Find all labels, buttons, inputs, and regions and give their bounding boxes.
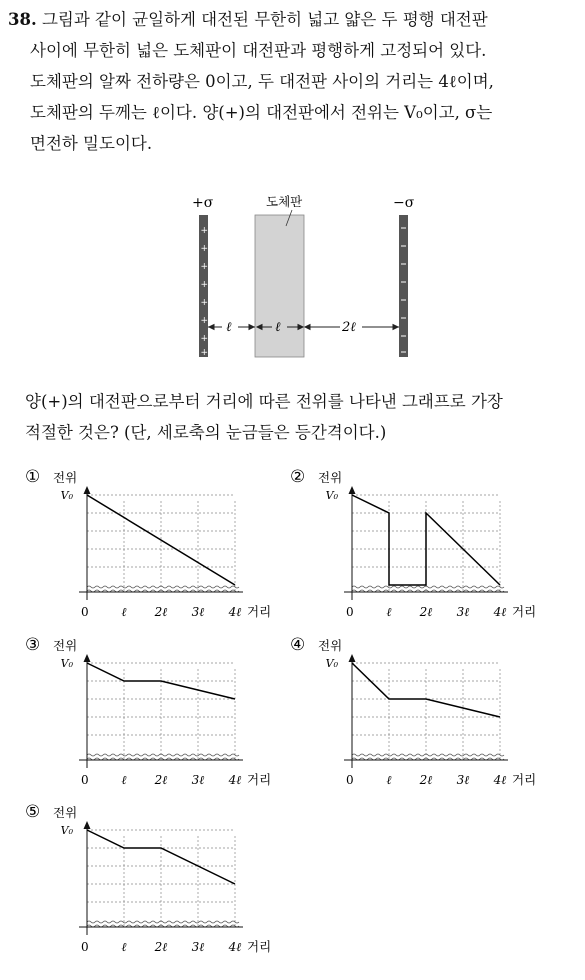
- conductor-label: 도체판: [266, 194, 303, 209]
- choice-graph-4[interactable]: [290, 633, 560, 798]
- x-tick-label: ℓ: [121, 605, 127, 619]
- x-tick-label: 2ℓ: [154, 773, 168, 787]
- y-axis-arrow: [84, 486, 91, 494]
- x-tick-label: 4ℓ: [493, 605, 507, 619]
- origin-label: 0: [81, 605, 89, 619]
- y-axis-arrow: [84, 654, 91, 662]
- question-line-3: 도체판의 알짜 전하량은 0이고, 두 대전판 사이의 거리는 4ℓ이며,: [30, 72, 494, 91]
- gap-label-1: ℓ: [226, 320, 232, 335]
- x-tick-label: ℓ: [121, 773, 127, 787]
- y-axis-arrow: [349, 654, 356, 662]
- x-tick-label: ℓ: [121, 940, 127, 954]
- axis-break: [352, 754, 504, 760]
- svg-text:+: +: [200, 280, 209, 290]
- origin-label: 0: [346, 605, 354, 619]
- potential-line: [352, 495, 500, 585]
- x-axis-title: 거리: [247, 939, 272, 954]
- y-axis-title: 전위: [53, 638, 78, 653]
- question-line-1: 38. 그림과 같이 균일하게 대전된 무한히 넓고 얇은 두 평행 대전판: [8, 10, 488, 29]
- grid: [87, 495, 235, 592]
- plates-figure: [0, 190, 585, 370]
- x-tick-label: 4ℓ: [228, 773, 242, 787]
- y-axis-title: 전위: [53, 805, 78, 820]
- axis-break: [87, 754, 239, 760]
- x-tick-label: 2ℓ: [419, 605, 433, 619]
- y-axis-title: 전위: [318, 638, 343, 653]
- question-line-5: 면전하 밀도이다.: [30, 134, 153, 153]
- x-tick-label: 2ℓ: [154, 605, 168, 619]
- v0-label: V₀: [325, 657, 338, 670]
- prompt-line-2: 적절한 것은? (단, 세로축의 눈금들은 등간격이다.): [25, 423, 387, 442]
- axis-break: [87, 921, 239, 927]
- x-tick-label: 4ℓ: [228, 605, 242, 619]
- x-tick-label: 4ℓ: [228, 940, 242, 954]
- v0-label: V₀: [60, 489, 73, 502]
- svg-text:+: +: [200, 348, 209, 358]
- x-tick-label: 3ℓ: [456, 773, 470, 787]
- svg-text:+: +: [200, 316, 209, 326]
- x-tick-label: 2ℓ: [419, 773, 433, 787]
- x-tick-label: 2ℓ: [154, 940, 168, 954]
- y-axis-title: 전위: [318, 470, 343, 485]
- origin-label: 0: [346, 773, 354, 787]
- gap-label-2: ℓ: [275, 320, 281, 335]
- minus-sigma-label: −σ: [393, 195, 415, 211]
- x-tick-label: ℓ: [386, 773, 392, 787]
- y-axis-arrow: [84, 821, 91, 829]
- y-axis-arrow: [349, 486, 356, 494]
- x-axis-title: 거리: [512, 604, 537, 619]
- v0-label: V₀: [325, 489, 338, 502]
- svg-text:+: +: [200, 262, 209, 272]
- choice-number: ⑤: [25, 802, 41, 822]
- question-text: [8, 4, 580, 159]
- question-line-4: 도체판의 두께는 ℓ이다. 양(+)의 대전판에서 전위는 V₀이고, σ는: [30, 103, 493, 122]
- x-tick-label: 4ℓ: [493, 773, 507, 787]
- x-axis-title: 거리: [247, 772, 272, 787]
- potential-line: [87, 495, 235, 585]
- x-tick-label: 3ℓ: [456, 605, 470, 619]
- axis-break: [352, 586, 504, 592]
- x-tick-label: ℓ: [386, 605, 392, 619]
- x-axis-title: 거리: [512, 772, 537, 787]
- conductor-plate: [255, 215, 304, 357]
- choice-graph-5[interactable]: [25, 800, 295, 965]
- gap-label-3: 2ℓ: [342, 320, 356, 335]
- question-line-2: 사이에 무한히 넓은 도체판이 대전판과 평행하게 고정되어 있다.: [30, 41, 487, 60]
- origin-label: 0: [81, 773, 89, 787]
- grid: [87, 663, 235, 760]
- choice-graph-1[interactable]: [25, 465, 295, 630]
- svg-text:+: +: [200, 334, 209, 344]
- origin-label: 0: [81, 940, 89, 954]
- v0-label: V₀: [60, 824, 73, 837]
- x-tick-label: 3ℓ: [191, 773, 205, 787]
- plus-sigma-label: +σ: [192, 195, 214, 211]
- v0-label: V₀: [60, 657, 73, 670]
- axis-break: [87, 586, 239, 592]
- svg-text:+: +: [200, 298, 209, 308]
- choice-graph-3[interactable]: [25, 633, 295, 798]
- choice-number: ④: [290, 635, 306, 655]
- svg-text:+: +: [200, 244, 209, 254]
- prompt-text: [25, 386, 580, 448]
- question-number: 38.: [8, 10, 37, 29]
- choice-number: ③: [25, 635, 41, 655]
- choice-number: ②: [290, 467, 306, 487]
- x-axis-title: 거리: [247, 604, 272, 619]
- choice-graph-2[interactable]: [290, 465, 560, 630]
- x-tick-label: 3ℓ: [191, 940, 205, 954]
- grid: [87, 830, 235, 927]
- y-axis-title: 전위: [53, 470, 78, 485]
- choice-number: ①: [25, 467, 41, 487]
- x-tick-label: 3ℓ: [191, 605, 205, 619]
- prompt-line-1: 양(+)의 대전판으로부터 거리에 따른 전위를 나타낸 그래프로 가장: [25, 392, 503, 411]
- svg-text:+: +: [200, 226, 209, 236]
